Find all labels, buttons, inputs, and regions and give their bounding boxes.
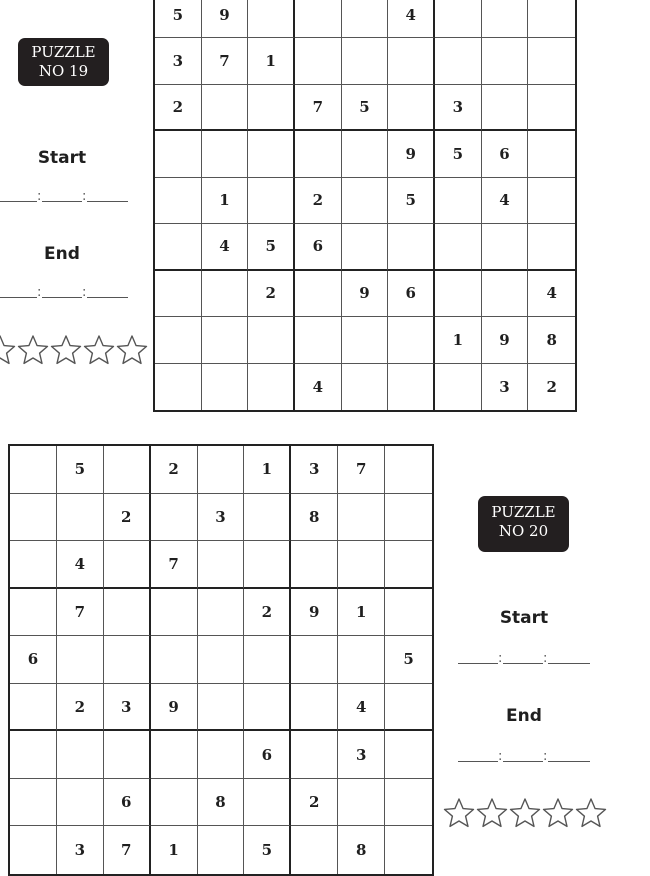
sudoku-cell[interactable]: 7 [295,85,342,131]
time-separator: : [498,749,503,764]
sudoku-cell[interactable]: 7 [202,38,249,84]
sudoku-cell[interactable]: 2 [291,779,338,827]
sudoku-cell[interactable] [385,541,432,589]
sudoku-cell[interactable] [295,317,342,363]
sudoku-cell[interactable] [198,446,245,494]
sudoku-cell[interactable]: 4 [202,224,249,270]
star-outline-icon[interactable] [17,334,49,366]
sudoku-cell[interactable] [10,589,57,637]
sudoku-cell[interactable] [482,85,529,131]
sudoku-cell[interactable]: 6 [244,731,291,779]
sudoku-cell[interactable]: 3 [291,446,338,494]
puzzle-19-end-time-field[interactable] [0,282,128,298]
sudoku-cell[interactable]: 3 [338,731,385,779]
sudoku-cell[interactable] [385,779,432,827]
sudoku-cell[interactable] [435,0,482,38]
sudoku-cell[interactable] [388,364,435,410]
sudoku-cell[interactable]: 3 [482,364,529,410]
sudoku-cell[interactable] [198,684,245,732]
sudoku-cell[interactable] [385,589,432,637]
star-outline-icon[interactable] [476,797,508,829]
sudoku-cell[interactable] [291,636,338,684]
sudoku-cell[interactable]: 5 [388,178,435,224]
puzzle-20-badge-line2: NO 20 [498,522,549,540]
sudoku-cell[interactable] [528,0,575,38]
sudoku-cell[interactable]: 2 [244,589,291,637]
puzzle-20-end-label: End [506,706,542,726]
sudoku-cell[interactable]: 9 [482,317,529,363]
puzzle-20-end-time-field[interactable] [458,746,590,762]
sudoku-cell[interactable]: 1 [244,446,291,494]
sudoku-cell[interactable]: 5 [435,131,482,177]
star-outline-icon[interactable] [509,797,541,829]
sudoku-cell[interactable] [295,38,342,84]
sudoku-cell[interactable] [291,684,338,732]
sudoku-cell[interactable]: 2 [248,271,295,317]
sudoku-cell[interactable] [342,178,389,224]
puzzle-19-start-time-field[interactable] [0,186,128,202]
sudoku-cell[interactable] [244,494,291,542]
sudoku-cell[interactable] [342,317,389,363]
sudoku-cell[interactable]: 2 [155,85,202,131]
sudoku-cell[interactable] [10,541,57,589]
sudoku-cell[interactable] [104,731,151,779]
sudoku-cell[interactable] [198,589,245,637]
sudoku-cell[interactable]: 5 [155,0,202,38]
sudoku-cell[interactable] [198,826,245,874]
sudoku-cell[interactable] [104,589,151,637]
sudoku-cell[interactable]: 9 [202,0,249,38]
sudoku-cell[interactable] [342,224,389,270]
star-outline-icon[interactable] [443,797,475,829]
sudoku-cell[interactable] [528,85,575,131]
sudoku-cell[interactable] [482,224,529,270]
sudoku-cell[interactable] [295,131,342,177]
sudoku-cell[interactable] [155,131,202,177]
time-separator: : [543,749,548,764]
sudoku-cell[interactable] [435,271,482,317]
sudoku-cell[interactable] [388,224,435,270]
sudoku-cell[interactable] [388,38,435,84]
sudoku-cell[interactable] [244,541,291,589]
puzzle-19-end-label: End [44,244,80,264]
puzzle-20-grid [8,444,434,876]
puzzle-20-rating[interactable] [443,797,607,829]
sudoku-cell[interactable] [291,731,338,779]
sudoku-cell[interactable]: 2 [104,494,151,542]
sudoku-cell[interactable] [295,271,342,317]
sudoku-cell[interactable]: 9 [151,684,198,732]
star-outline-icon[interactable] [83,334,115,366]
sudoku-cell[interactable]: 4 [482,178,529,224]
sudoku-cell[interactable] [155,178,202,224]
sudoku-cell[interactable] [435,364,482,410]
sudoku-cell[interactable]: 4 [57,541,104,589]
sudoku-cell[interactable] [57,779,104,827]
puzzle-20-badge [478,496,569,552]
time-separator: : [82,189,87,204]
sudoku-cell[interactable] [482,271,529,317]
sudoku-cell[interactable] [202,85,249,131]
sudoku-cell[interactable] [151,779,198,827]
sudoku-cell[interactable] [295,0,342,38]
sudoku-cell[interactable]: 1 [338,589,385,637]
sudoku-cell[interactable] [528,178,575,224]
sudoku-cell[interactable]: 3 [57,826,104,874]
sudoku-cell[interactable] [385,446,432,494]
sudoku-cell[interactable] [342,38,389,84]
sudoku-cell[interactable]: 2 [295,178,342,224]
sudoku-cell[interactable]: 6 [10,636,57,684]
sudoku-cell[interactable]: 3 [198,494,245,542]
sudoku-cell[interactable]: 1 [202,178,249,224]
time-separator: : [543,651,548,666]
sudoku-cell[interactable]: 6 [388,271,435,317]
sudoku-cell[interactable] [342,364,389,410]
sudoku-cell[interactable]: 5 [57,446,104,494]
sudoku-cell[interactable] [104,446,151,494]
sudoku-cell[interactable] [155,317,202,363]
sudoku-cell[interactable] [10,494,57,542]
sudoku-cell[interactable]: 2 [151,446,198,494]
sudoku-cell[interactable]: 9 [291,589,338,637]
sudoku-cell[interactable]: 9 [388,131,435,177]
sudoku-cell[interactable] [248,317,295,363]
sudoku-cell[interactable] [10,779,57,827]
sudoku-cell[interactable]: 7 [57,589,104,637]
star-outline-icon[interactable] [116,334,148,366]
sudoku-cell[interactable] [435,38,482,84]
sudoku-cell[interactable] [155,224,202,270]
sudoku-cell[interactable]: 8 [291,494,338,542]
sudoku-cell[interactable] [10,731,57,779]
sudoku-cell[interactable] [104,636,151,684]
sudoku-cell[interactable] [388,317,435,363]
sudoku-cell[interactable]: 6 [295,224,342,270]
sudoku-cell[interactable] [155,271,202,317]
sudoku-cell[interactable]: 3 [435,85,482,131]
sudoku-cell[interactable] [248,178,295,224]
puzzle-19-start-label: Start [37,148,87,168]
sudoku-cell[interactable]: 3 [155,38,202,84]
sudoku-cell[interactable] [388,85,435,131]
puzzle-19-badge [18,38,109,86]
sudoku-cell[interactable] [342,131,389,177]
sudoku-cell[interactable] [435,178,482,224]
sudoku-cell[interactable]: 4 [295,364,342,410]
sudoku-cell[interactable] [528,131,575,177]
sudoku-cell[interactable] [57,494,104,542]
sudoku-cell[interactable]: 4 [338,684,385,732]
sudoku-cell[interactable] [338,636,385,684]
sudoku-cell[interactable] [155,364,202,410]
sudoku-cell[interactable] [151,636,198,684]
sudoku-cell[interactable] [291,826,338,874]
sudoku-cell[interactable] [151,731,198,779]
sudoku-cell[interactable]: 6 [104,779,151,827]
sudoku-cell[interactable] [10,684,57,732]
sudoku-cell[interactable] [198,541,245,589]
sudoku-cell[interactable] [482,38,529,84]
puzzle-19-rating[interactable] [0,334,148,366]
sudoku-cell[interactable] [342,0,389,38]
sudoku-cell[interactable]: 3 [104,684,151,732]
sudoku-cell[interactable] [57,636,104,684]
puzzle-19-badge-line2: NO 19 [38,62,89,80]
sudoku-cell[interactable] [338,494,385,542]
sudoku-cell[interactable]: 2 [57,684,104,732]
sudoku-cell[interactable]: 8 [198,779,245,827]
puzzle-20-badge-line1: PUZZLE [491,503,556,521]
sudoku-cell[interactable] [202,317,249,363]
sudoku-cell[interactable]: 9 [342,271,389,317]
sudoku-cell[interactable] [202,131,249,177]
sudoku-cell[interactable] [291,541,338,589]
sudoku-cell[interactable]: 4 [388,0,435,38]
sudoku-cell[interactable]: 1 [248,38,295,84]
time-separator: : [37,189,42,204]
sudoku-cell[interactable] [482,0,529,38]
sudoku-cell[interactable]: 7 [338,446,385,494]
sudoku-cell[interactable]: 4 [528,271,575,317]
puzzle-19-grid [153,0,577,412]
sudoku-cell[interactable]: 5 [248,224,295,270]
sudoku-cell[interactable]: 8 [338,826,385,874]
puzzle-20-start-time-field[interactable] [458,648,590,664]
sudoku-cell[interactable] [10,446,57,494]
puzzle-19-badge-line1: PUZZLE [31,43,96,61]
sudoku-cell[interactable] [10,826,57,874]
time-separator: : [37,285,42,300]
sudoku-cell[interactable] [528,38,575,84]
sudoku-cell[interactable] [248,131,295,177]
sudoku-cell[interactable] [385,826,432,874]
sudoku-cell[interactable]: 1 [151,826,198,874]
sudoku-cell[interactable]: 7 [151,541,198,589]
sudoku-cell[interactable] [244,636,291,684]
sudoku-cell[interactable]: 5 [385,636,432,684]
sudoku-cell[interactable]: 7 [104,826,151,874]
sudoku-cell[interactable] [385,494,432,542]
star-outline-icon[interactable] [50,334,82,366]
sudoku-cell[interactable] [338,779,385,827]
sudoku-cell[interactable]: 8 [528,317,575,363]
sudoku-cell[interactable] [202,271,249,317]
sudoku-cell[interactable] [528,224,575,270]
sudoku-cell[interactable]: 1 [435,317,482,363]
sudoku-cell[interactable]: 6 [482,131,529,177]
sudoku-cell[interactable] [151,589,198,637]
sudoku-cell[interactable] [338,541,385,589]
sudoku-cell[interactable] [104,541,151,589]
sudoku-cell[interactable] [57,731,104,779]
sudoku-cell[interactable] [385,684,432,732]
sudoku-cell[interactable] [248,0,295,38]
time-separator: : [498,651,503,666]
sudoku-cell[interactable] [435,224,482,270]
sudoku-cell[interactable] [202,364,249,410]
star-outline-icon[interactable] [575,797,607,829]
sudoku-cell[interactable] [151,494,198,542]
sudoku-cell[interactable]: 5 [244,826,291,874]
sudoku-cell[interactable] [385,731,432,779]
sudoku-cell[interactable]: 2 [546,377,557,396]
time-separator: : [82,285,87,300]
star-outline-icon[interactable] [0,334,16,366]
sudoku-cell[interactable] [198,636,245,684]
sudoku-cell[interactable] [248,85,295,131]
sudoku-cell[interactable]: 5 [342,85,389,131]
sudoku-cell[interactable] [244,779,291,827]
star-outline-icon[interactable] [542,797,574,829]
sudoku-cell[interactable] [248,364,295,410]
sudoku-cell[interactable] [198,731,245,779]
sudoku-cell[interactable] [244,684,291,732]
puzzle-20-start-label: Start [499,608,549,628]
